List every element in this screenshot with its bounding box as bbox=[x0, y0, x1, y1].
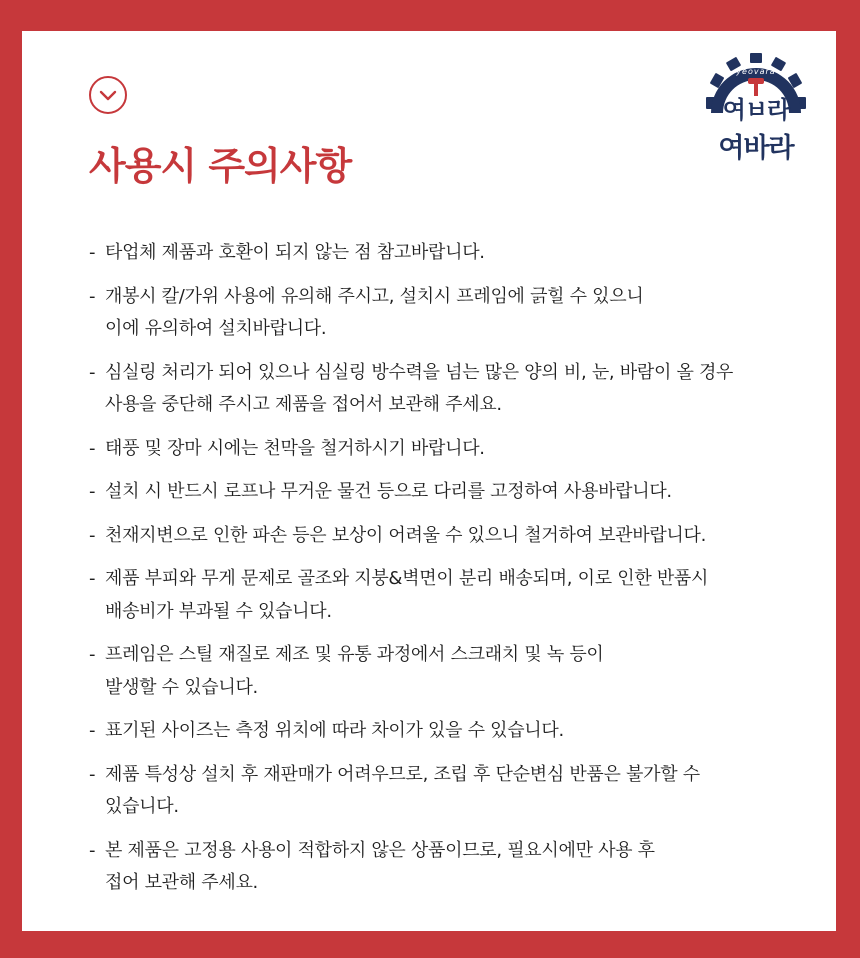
logo-subtext: yeovara bbox=[736, 67, 776, 76]
caution-text: 프레임은 스틸 재질로 제조 및 유통 과정에서 스크래치 및 녹 등이 발생할 수 있습니다. bbox=[105, 644, 604, 698]
caution-text: 개봉시 칼/가위 사용에 유의해 주시고, 설치시 프레임에 긁힐 수 있으니 이에 유의하여 설치바랍니다. bbox=[105, 285, 644, 339]
caution-text: 제품 특성상 설치 후 재판매가 어려우므로, 조립 후 단순변심 반품은 불가할 수 있습니다. bbox=[105, 763, 700, 817]
brand-logo bbox=[690, 51, 822, 173]
caution-item bbox=[89, 433, 819, 466]
caution-text: 설치 시 반드시 로프나 무거운 물건 등으로 다리를 고정하여 사용바랍니다. bbox=[105, 481, 672, 502]
caution-item bbox=[89, 835, 819, 900]
list-dash: - bbox=[89, 524, 96, 546]
caution-text: 천재지변으로 인한 파손 등은 보상이 어려울 수 있으니 철거하여 보관바랍니다. bbox=[105, 524, 707, 546]
caution-text: 표기된 사이즈는 측정 위치에 따라 차이가 있을 수 있습니다. bbox=[105, 720, 564, 741]
caution-item bbox=[89, 476, 819, 509]
list-dash: - bbox=[89, 568, 96, 589]
caution-item bbox=[89, 639, 819, 704]
notice-card bbox=[22, 31, 836, 931]
caution-item bbox=[89, 759, 819, 824]
list-dash: - bbox=[89, 763, 96, 785]
list-dash: - bbox=[89, 285, 96, 307]
caution-text: 타업체 제품과 호환이 되지 않는 점 참고바랍니다. bbox=[105, 242, 485, 263]
list-dash: - bbox=[89, 839, 96, 861]
list-dash: - bbox=[89, 481, 96, 502]
check-circle-icon bbox=[89, 76, 127, 114]
caution-item bbox=[89, 520, 819, 553]
list-dash: - bbox=[89, 720, 96, 741]
page-title: 사용시 주의사항 bbox=[89, 144, 352, 188]
caution-text: 본 제품은 고정용 사용이 적합하지 않은 상품이므로, 필요시에만 사용 후 접어 보관해 주세요. bbox=[105, 839, 655, 893]
caution-item bbox=[89, 563, 819, 628]
caution-item bbox=[89, 281, 819, 346]
caution-list bbox=[89, 237, 819, 911]
caution-text: 제품 부피와 무게 문제로 골조와 지붕&벽면이 분리 배송되며, 이로 인한 반품시 배송비가 부과될 수 있습니다. bbox=[105, 568, 709, 622]
caution-item bbox=[89, 237, 819, 270]
list-dash: - bbox=[89, 644, 96, 665]
logo-text: 여바라 bbox=[718, 133, 794, 164]
caution-item bbox=[89, 715, 819, 748]
caution-item bbox=[89, 357, 819, 422]
list-dash: - bbox=[89, 242, 96, 263]
list-dash: - bbox=[89, 361, 96, 383]
caution-text: 태풍 및 장마 시에는 천막을 철거하시기 바랍니다. bbox=[105, 437, 485, 459]
caution-text: 심실링 처리가 되어 있으나 심실링 방수력을 넘는 많은 양의 비, 눈, 바람이 올 경우 사용을 중단해 주시고 제품을 접어서 보관해 주세요. bbox=[105, 361, 734, 415]
logo-mark: 여ㅂ라 bbox=[722, 96, 790, 124]
list-dash: - bbox=[89, 437, 96, 459]
